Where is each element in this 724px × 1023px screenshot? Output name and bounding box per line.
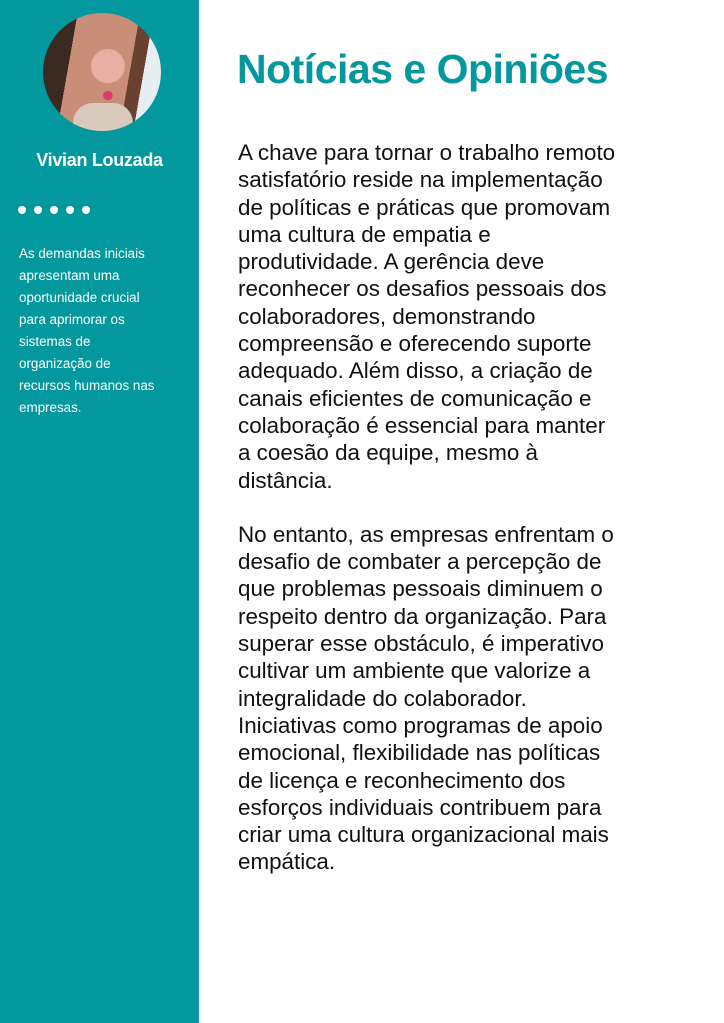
article-line: No entanto, as empresas enfrentam o (238, 521, 614, 547)
article-body (238, 139, 708, 903)
dot-icon (18, 206, 26, 214)
dot-icon (82, 206, 90, 214)
article-line: colaboradores, demonstrando (238, 303, 536, 329)
article-line: uma cultura de empatia e (238, 221, 491, 247)
author-name: Vivian Louzada (36, 150, 163, 170)
blurb-line: sistemas de (19, 334, 91, 349)
article-line: desafio de combater a percepção de (238, 549, 602, 575)
article-line: que problemas pessoais diminuem o (238, 576, 603, 602)
blurb-line: oportunidade crucial (19, 290, 140, 305)
author-blurb (19, 243, 189, 419)
blurb-line: As demandas iniciais (19, 246, 145, 261)
article-line: satisfatório reside na implementação (238, 167, 603, 193)
article-line: esforços individuais contribuem para (238, 794, 602, 820)
article-line: reconhecer os desafios pessoais dos (238, 276, 607, 302)
blurb-line: organização de (19, 356, 111, 371)
dot-icon (34, 206, 42, 214)
article-line: distância. (238, 467, 333, 493)
article-line: compreensão e oferecendo suporte (238, 331, 592, 357)
article-line: adequado. Além disso, a criação de (238, 358, 593, 384)
blurb-line: recursos humanos nas (19, 378, 155, 393)
article-line: criar uma cultura organizacional mais (238, 822, 609, 848)
blurb-line: para aprimorar os (19, 312, 125, 327)
article-line: empática. (238, 849, 336, 875)
dots-divider (18, 206, 90, 214)
article-line: superar esse obstáculo, é imperativo (238, 631, 604, 657)
article-paragraph (238, 139, 708, 494)
avatar (43, 13, 161, 131)
article-line: integralidade do colaborador. (238, 685, 527, 711)
article-line: cultivar um ambiente que valorize a (238, 658, 591, 684)
article-line: a coesão da equipe, mesmo à (238, 440, 538, 466)
article-line: canais eficientes de comunicação e (238, 385, 592, 411)
sidebar (0, 0, 199, 1023)
article-line: colaboração é essencial para manter (238, 412, 606, 438)
article-paragraph (238, 521, 708, 876)
article-line: A chave para tornar o trabalho remoto (238, 140, 616, 165)
blurb-line: empresas. (19, 400, 82, 415)
dot-icon (50, 206, 58, 214)
avatar-photo-detail (73, 103, 133, 131)
article-line: Iniciativas como programas de apoio (238, 712, 603, 738)
article-line: de políticas e práticas que promovam (238, 194, 611, 220)
page-title: Notícias e Opiniões (237, 46, 608, 92)
dot-icon (66, 206, 74, 214)
article-line: emocional, flexibilidade nas políticas (238, 740, 601, 766)
article-line: respeito dentro da organização. Para (238, 603, 607, 629)
article-line: de licença e reconhecimento dos (238, 767, 566, 793)
blurb-line: apresentam uma (19, 268, 120, 283)
article-line: produtividade. A gerência deve (238, 249, 545, 275)
